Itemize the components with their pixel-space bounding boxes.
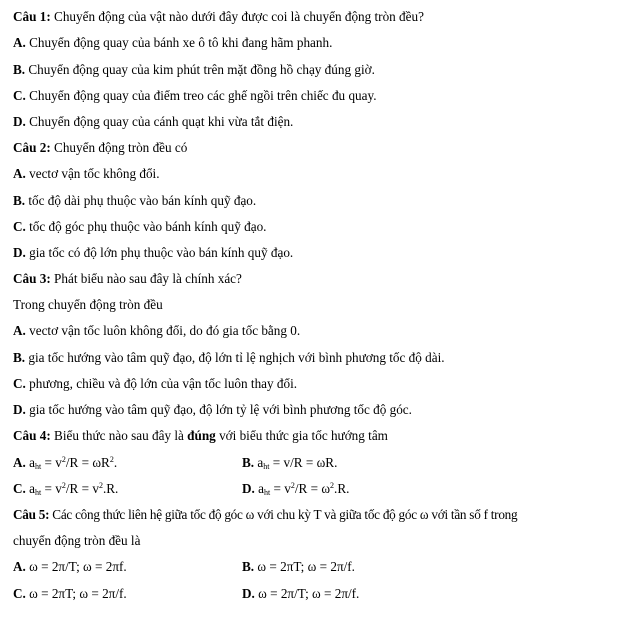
q1-option-a [13, 35, 332, 51]
option-text: ω = 2π/T; ω = 2πf. [25, 559, 127, 574]
option-key: C. [13, 586, 26, 601]
formula-part: .R. [102, 481, 119, 496]
question-label: Câu 5: [13, 507, 50, 522]
formula-part: = v [270, 481, 291, 496]
option-text: vectơ vận tốc không đổi. [25, 166, 160, 181]
option-text: ω = 2π/T; ω = 2π/f. [254, 586, 360, 601]
question-text: Chuyển động của vật nào dưới đây được coi là chuyển động tròn đều? [50, 9, 424, 24]
question-4 [13, 428, 388, 444]
question-label: Câu 3: [13, 271, 51, 286]
option-text: gia tốc hướng vào tâm quỹ đạo, độ lớn tỉ lệ nghịch với bình phương tốc độ dài. [25, 350, 445, 365]
symbol-a: a [29, 481, 35, 496]
question-label: Câu 4: [13, 428, 51, 443]
q4-option-c [13, 481, 118, 497]
option-key: C. [13, 481, 26, 496]
q5-option-b [242, 559, 355, 575]
option-text: vectơ vận tốc luôn không đổi, do đó gia tốc bằng 0. [25, 323, 301, 338]
option-key: C. [13, 376, 26, 391]
question-text: Chuyển động tròn đều có [50, 140, 188, 155]
q3-option-d [13, 402, 412, 418]
question-1 [13, 9, 424, 25]
superscript: 2 [61, 455, 66, 464]
formula-part: . [113, 455, 118, 470]
option-key: C. [13, 88, 26, 103]
option-text: phương, chiều và độ lớn của vận tốc luôn thay đổi. [25, 376, 298, 391]
question-5-cont: chuyển động tròn đều là [13, 533, 141, 548]
formula-part: = v [41, 455, 62, 470]
option-text: gia tốc hướng vào tâm quỹ đạo, độ lớn tỷ lệ với bình phương tốc độ góc. [25, 402, 412, 417]
option-text: Chuyển động quay của kim phút trên mặt đồng hồ chạy đúng giờ. [25, 62, 375, 77]
question-label: Câu 2: [13, 140, 51, 155]
q3-option-b [13, 350, 445, 366]
symbol-a: a [29, 455, 35, 470]
formula-part: /R = v [65, 481, 99, 496]
option-text: ω = 2πT; ω = 2π/f. [25, 586, 127, 601]
q5-option-a [13, 559, 127, 575]
option-text: ω = 2πT; ω = 2π/f. [254, 559, 355, 574]
q2-option-d [13, 245, 293, 261]
question-2 [13, 140, 187, 156]
option-key: C. [13, 219, 26, 234]
q3-option-c [13, 376, 297, 392]
option-text: tốc độ dài phụ thuộc vào bán kính quỹ đạo. [25, 193, 257, 208]
formula-part: = v [41, 481, 62, 496]
question-3 [13, 271, 242, 287]
q3-intro: Trong chuyển động tròn đều [13, 297, 163, 312]
q1-option-d [13, 114, 293, 130]
option-key: D. [13, 114, 26, 129]
q5-option-c [13, 586, 127, 602]
option-key: A. [13, 455, 26, 470]
symbol-a: a [258, 481, 264, 496]
question-text-end: với biểu thức gia tốc hướng tâm [215, 428, 388, 443]
option-key: B. [13, 62, 26, 77]
option-key: D. [242, 481, 255, 496]
question-5 [13, 507, 517, 523]
option-text: Chuyển động quay của cánh quạt khi vừa tắt điện. [25, 114, 294, 129]
option-key: B. [242, 455, 255, 470]
option-key: B. [13, 193, 26, 208]
q2-option-a [13, 166, 160, 182]
option-text: Chuyển động quay của điểm treo các ghế ngồi trên chiếc đu quay. [25, 88, 377, 103]
q1-option-c [13, 88, 377, 104]
subscript-ht: ht [34, 488, 42, 497]
option-key: B. [242, 559, 255, 574]
q5-option-d [242, 586, 359, 602]
superscript: 2 [330, 481, 335, 490]
subscript-ht: ht [263, 462, 270, 471]
superscript: 2 [98, 481, 103, 490]
superscript: 2 [61, 481, 66, 490]
question-text: Biểu thức nào sau đây là [50, 428, 188, 443]
formula-part: /R = ωR [65, 455, 110, 470]
superscript: 2 [109, 455, 114, 464]
q4-option-d [242, 481, 349, 497]
option-key: D. [242, 586, 255, 601]
option-text: Chuyển động quay của bánh xe ô tô khi đang hãm phanh. [25, 35, 333, 50]
option-key: D. [13, 245, 26, 260]
formula-part: .R. [334, 481, 350, 496]
q4-option-b [242, 455, 337, 471]
option-key: A. [13, 166, 26, 181]
option-key: D. [13, 402, 26, 417]
option-key: A. [13, 559, 26, 574]
option-text: gia tốc có độ lớn phụ thuộc vào bán kính quỹ đạo. [25, 245, 294, 260]
question-label: Câu 1: [13, 9, 51, 24]
q3-option-a [13, 323, 300, 339]
subscript-ht: ht [263, 488, 271, 497]
option-key: A. [13, 35, 26, 50]
q4-option-a [13, 455, 117, 471]
option-text: tốc độ góc phụ thuộc vào bánh kính quỹ đạo. [25, 219, 267, 234]
question-text: Phát biểu nào sau đây là chính xác? [50, 271, 242, 286]
q1-option-b [13, 62, 375, 78]
q2-option-b [13, 193, 256, 209]
formula-part: /R = ω [294, 481, 331, 496]
q2-option-c [13, 219, 266, 235]
emphasis-word: đúng [187, 428, 216, 443]
symbol-a: a [257, 455, 264, 470]
superscript: 2 [290, 481, 295, 490]
option-key: A. [13, 323, 26, 338]
formula-part: = v/R = ωR. [269, 455, 338, 470]
option-key: B. [13, 350, 26, 365]
question-text: Các công thức liên hệ giữa tốc độ góc ω với chu kỳ T và giữa tốc độ góc ω với tần số f trong [49, 507, 518, 522]
subscript-ht: ht [34, 462, 42, 471]
